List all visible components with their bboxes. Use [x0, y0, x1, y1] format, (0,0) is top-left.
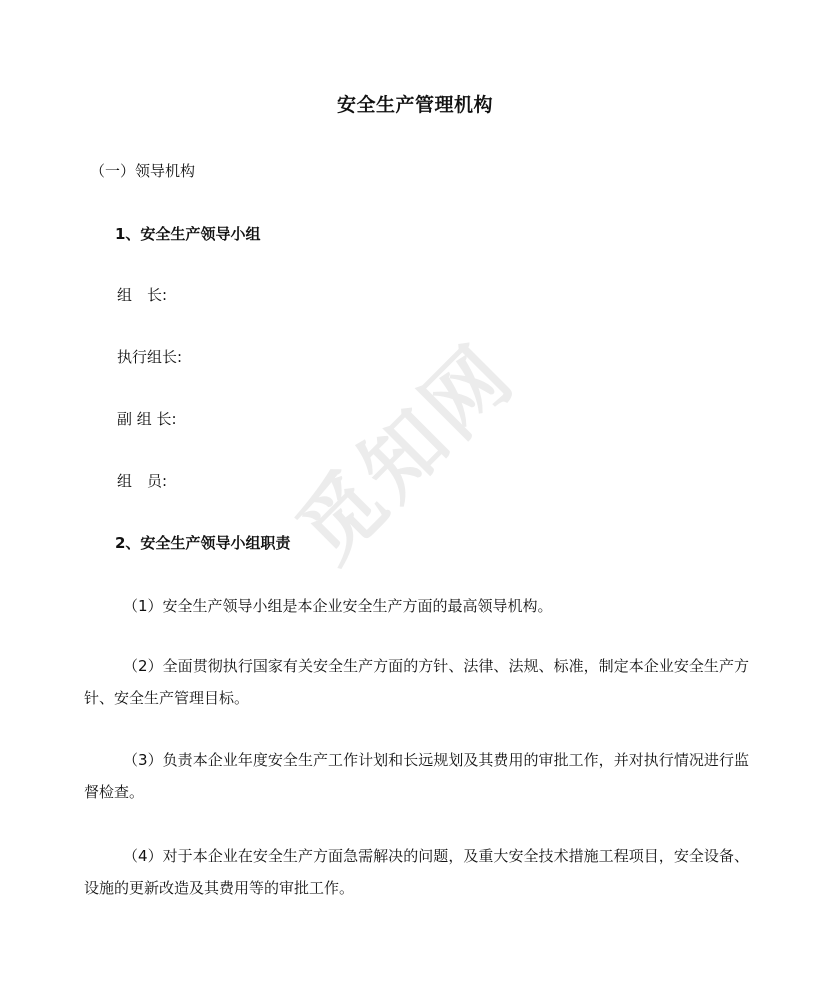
subsection-heading-duties: 2、安全生产领导小组职责 [115, 534, 291, 552]
watermark: 觅知网 [280, 326, 534, 581]
duty-paragraph: （4）对于本企业在安全生产方面急需解决的问题，及重大安全技术措施工程项目，安全设备、设施的更新改造及其费用等的审批工作。 [84, 847, 749, 897]
duty-paragraph: （3）负责本企业年度安全生产工作计划和长远规划及其费用的审批工作，并对执行情况进行监督检查。 [84, 751, 749, 801]
page-title: 安全生产管理机构 [336, 94, 493, 116]
role-label-leader: 组 长: [117, 286, 168, 304]
role-label-deputy-leader: 副 组 长: [117, 410, 177, 428]
duty-paragraph: （1）安全生产领导小组是本企业安全生产方面的最高领导机构。 [123, 597, 553, 615]
role-label-executive-leader: 执行组长: [117, 348, 183, 366]
duty-paragraph: （2）全面贯彻执行国家有关安全生产方面的方针、法律、法规、标准，制定本企业安全生产方针、安全生产管理目标。 [84, 657, 749, 707]
subsection-heading-leadership-group: 1、安全生产领导小组 [115, 225, 261, 243]
section-heading: （一）领导机构 [90, 162, 196, 180]
role-label-member: 组 员: [117, 472, 168, 490]
